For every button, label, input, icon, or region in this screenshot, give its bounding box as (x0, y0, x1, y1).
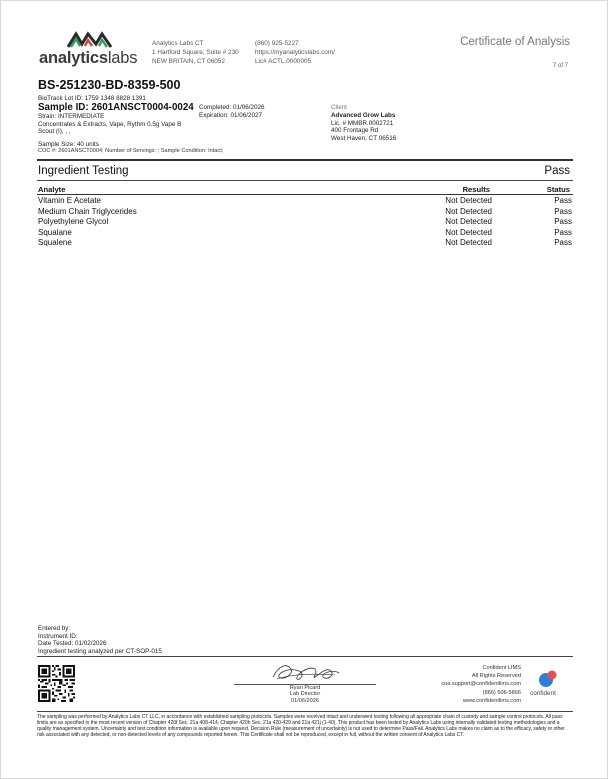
table-row (38, 196, 572, 207)
client-info (331, 112, 396, 142)
disclaimer-text: The sampling was performed by Analytics Labs CT LLC, in accordance with established sampling protocols. Samples were received intact and underwent testing following all appropriate chain of custody and sample control protocols. All pass limits are as specified in the most recent version of Chapter 420f Sec. 21a 408-414, Chapter 420h Sec. 21a 420-429 and 21a 421j (1-40). This product has been tested by Analytics Labs using internally validated testing methodologies and a quality management system. Uncertainty and test condition information is available upon request. Decision Rule (measurement of uncertainty) is not used to determine Pass/Fail. Analytics Labs makes no claim as to the efficacy, safety or other risk associated with any detected, or non-detected levels of any compounds reported herein. This Certificate shall not be reproduced, except in full, without the written consent of Analytics Labs CT. (37, 714, 565, 738)
mountain-logo-icon (67, 31, 113, 49)
strain-line: Strain: INTERMEDIATE (38, 113, 105, 120)
lims-email[interactable]: coa.support@confidentlims.com (441, 681, 521, 688)
analyte-status: Pass (554, 227, 572, 237)
analyte-name: Vitamin E Acetate (38, 196, 101, 205)
lab-phone: (860) 925-5227 (255, 40, 299, 47)
client-line: Lic. # MMBR.0002721 (331, 119, 394, 127)
divider (37, 159, 573, 161)
analyte-status: Pass (554, 206, 572, 216)
col-header-analyte: Analyte (38, 185, 66, 194)
lab-address (152, 39, 239, 67)
analyte-name: Medium Chain Triglycerides (38, 206, 137, 216)
sample-size: Sample Size: 40 units (38, 141, 99, 148)
divider (37, 180, 573, 181)
divider (37, 656, 573, 657)
test-method: Ingredient testing analyzed per CT-SOP-015 (38, 648, 162, 656)
sample-id: Sample ID: 2601ANSCT0004-0024 (38, 102, 194, 113)
analyte-result: Not Detected (445, 217, 492, 226)
expiration-date: Expiration: 01/06/2027 (199, 112, 263, 119)
signer-date: 01/06/2026 (291, 697, 319, 704)
confident-circles-icon (538, 670, 558, 688)
lab-contact (255, 39, 335, 67)
divider (37, 194, 573, 196)
analyte-result: Not Detected (445, 227, 492, 237)
lims-website[interactable]: www.confidentlims.com (462, 697, 521, 704)
signer-block (234, 685, 376, 704)
instrument-id: Instrument ID: (38, 632, 78, 640)
address-line: Analytics Labs CT (152, 40, 204, 47)
section-overall-status: Pass (544, 165, 570, 177)
batch-id: BS-251230-BD-8359-500 (38, 78, 181, 92)
lab-website[interactable]: https://myanalyticslabs.com/ (255, 49, 335, 57)
signer-name: Ryan Picard (289, 685, 321, 691)
section-title: Ingredient Testing (38, 165, 129, 177)
table-row (38, 238, 572, 249)
strain-line: Concentrates & Extracts, Vape, Rythm 0.5g Vape B (38, 120, 182, 128)
analytics-labs-logo (39, 31, 143, 66)
analyte-name: Squalene (38, 238, 72, 247)
coc-line: COC #: 2601ANSCT0004; Number of Servings: ; Sample Condition: Intact; (38, 148, 224, 154)
page-number: 7 of 7 (552, 63, 568, 69)
address-line: NEW BRITAIN, CT 06052 (152, 58, 225, 66)
table-row (38, 207, 572, 218)
table-row (38, 228, 572, 239)
test-details (38, 625, 162, 656)
analyte-result: Not Detected (445, 206, 492, 216)
analyte-result: Not Detected (445, 238, 492, 247)
divider (37, 711, 573, 712)
analyte-name: Polyethylene Glycol (38, 217, 109, 226)
address-line: 1 Hartford Square, Suite # 230 (152, 49, 239, 57)
strain-line: Scout (I), , , (38, 128, 71, 136)
lims-phone: (866) 506-5866 (482, 689, 521, 696)
analyte-status: Pass (554, 238, 572, 247)
lims-name: Confident LIMS (482, 665, 521, 671)
document-title: Certificate of Analysis (460, 36, 570, 48)
table-row (38, 217, 572, 228)
analyte-status: Pass (554, 196, 572, 205)
client-label: Client (331, 104, 347, 111)
signer-title: Lab Director (289, 691, 321, 698)
lab-license: Lic# ACTL.0000005 (255, 58, 312, 66)
col-header-status: Status (546, 185, 570, 194)
signature-icon (269, 661, 341, 685)
confident-logo-text: confident (530, 690, 556, 697)
col-header-results: Results (462, 185, 490, 194)
logo-text-labs: labs (107, 49, 138, 67)
completed-date: Completed: 01/06/2026 (199, 104, 265, 111)
qr-code-icon[interactable] (38, 665, 75, 702)
entered-by: Entered by: (38, 625, 71, 632)
lims-rights: All Rights Reserved (471, 673, 521, 680)
biotrack-lot-id: BioTrack Lot ID: 1759 1348 8828 1391 (38, 95, 146, 102)
client-line: 400 Frontage Rd (331, 127, 379, 135)
analyte-name: Squalane (38, 227, 72, 237)
client-name: Advanced Grow Labs (331, 112, 396, 119)
strain-info (38, 113, 208, 136)
date-tested: Date Tested: 01/02/2026 (38, 640, 107, 648)
confident-logo (530, 670, 570, 697)
client-line: West Haven, CT 06516 (331, 134, 397, 142)
lims-info (441, 664, 521, 705)
analyte-status: Pass (554, 217, 572, 226)
analyte-result: Not Detected (445, 196, 492, 205)
logo-text-analytics: analytics (39, 49, 108, 67)
